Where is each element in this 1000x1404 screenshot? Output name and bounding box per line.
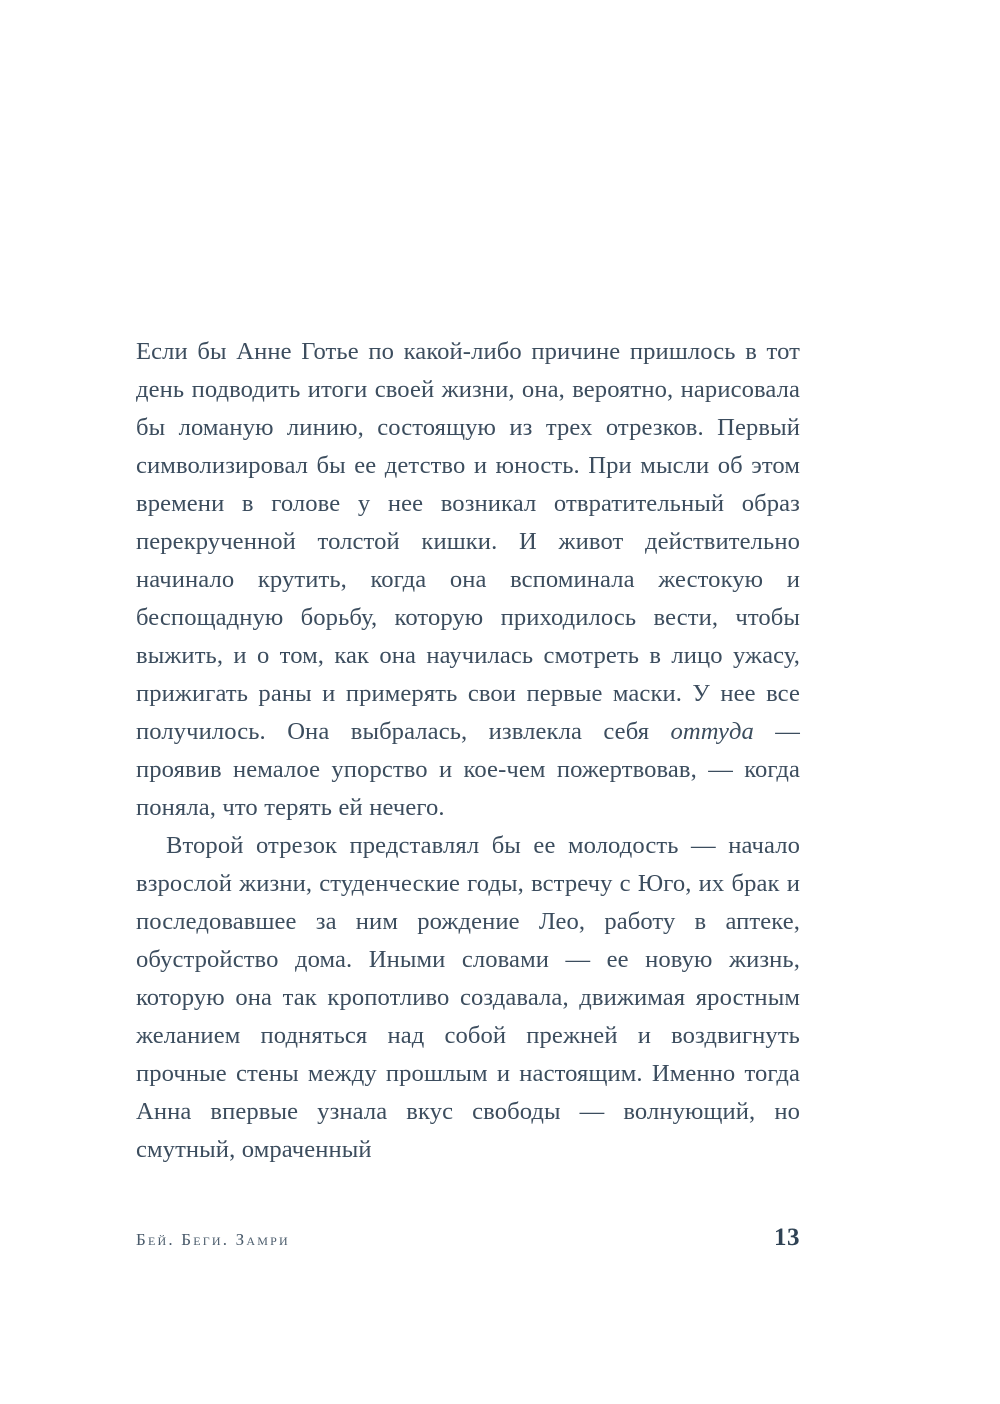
page-text-block <box>136 333 800 1169</box>
paragraph-first-text-after-italic: — проявив немалое упорство и кое-чем пожертвовав, — когда поняла, что терять ей нечего. <box>136 718 800 821</box>
emphasized-word-ottuda: оттуда <box>670 718 754 745</box>
paragraph-first <box>136 333 800 827</box>
page-footer <box>136 1224 800 1252</box>
footer-book-title: Бей. Беги. Замри <box>136 1230 290 1249</box>
paragraph-first-text-before-italic: Если бы Анне Готье по какой-либо причине пришлось в тот день подводить итоги своей жизни, она, вероятно, нарисовала бы ломаную линию, состоящую из трех отрезков. Первый символизировал бы ее детство и юность. При мысли об этом времени в голове у нее возникал отвратительный образ перекрученной толстой кишки. И живот действительно начинало крутить, когда она вспоминала жестокую и беспощадную борьбу, которую приходилось вести, чтобы выжить, и о том, как она научилась смотреть в лицо ужасу, прижигать раны и примерять свои первые маски. У нее все получилось. Она выбралась, извлекла себя <box>136 338 800 745</box>
paragraph-second: Второй отрезок представлял бы ее молодость — начало взрослой жизни, студенческие годы, встречу с Юго, их брак и последовавшее за ним рождение Лео, работу в аптеке, обустройство дома. Иными словами — ее новую жизнь, которую она так кропотливо создавала, движимая яростным желанием подняться над собой прежней и воздвигнуть прочные стены между прошлым и настоящим. Именно тогда Анна впервые узнала вкус свободы — волнующий, но смутный, омраченный <box>136 832 800 1163</box>
footer-page-number: 13 <box>774 1224 800 1251</box>
